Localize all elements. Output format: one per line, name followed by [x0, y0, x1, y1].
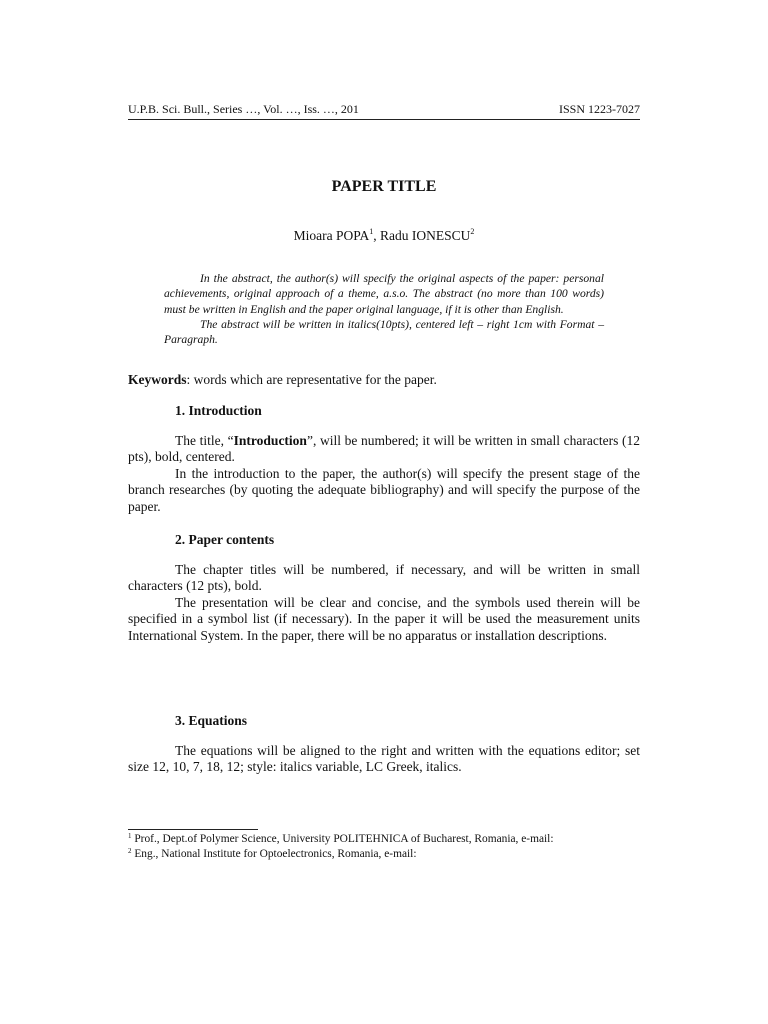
footnotes: [128, 832, 640, 861]
section-body: [128, 562, 640, 644]
author-name: Radu IONESCU: [380, 228, 471, 243]
keywords-line: [128, 371, 640, 388]
author-separator: ,: [373, 228, 380, 243]
section-body: [128, 743, 640, 776]
body-paragraph: [128, 433, 640, 466]
footnote: [128, 832, 640, 847]
body-paragraph: The chapter titles will be numbered, if necessary, and will be written in small characters (12 pts), bold.: [128, 562, 640, 594]
footnote-divider: [128, 829, 258, 830]
author-name: Mioara POPA: [293, 228, 370, 243]
footnote-ref: 2: [470, 227, 475, 236]
paper-title: PAPER TITLE: [331, 178, 437, 195]
section-heading: 2. Paper contents: [175, 532, 275, 547]
footnote-ref: 1: [369, 227, 374, 236]
bold-run: Introduction: [233, 433, 307, 448]
footnote-mark: 2: [128, 846, 132, 855]
author-line: [128, 227, 640, 244]
section-heading: 3. Equations: [175, 713, 248, 728]
issn-number: ISSN 1223-7027: [558, 102, 640, 116]
abstract-paragraph: In the abstract, the author(s) will specify the original aspects of the paper: personal achievements, original approach of a theme, a.s.o. The abstract (no more than 100 words) must be written in English and the paper original language, if it is other than English.: [164, 272, 604, 316]
body-paragraph: The equations will be aligned to the right and written with the equations editor; set size 12, 10, 7, 18, 12; style: italics variable, LC Greek, italics.: [128, 743, 640, 775]
body-paragraph: In the introduction to the paper, the author(s) will specify the present stage of the branch researches (by quoting the adequate bibliography) and will specify the purpose of the paper.: [128, 465, 640, 514]
abstract-paragraph: The abstract will be written in italics(10pts), centered left – right 1cm with Format – Paragraph.: [164, 317, 604, 347]
section-body: [128, 433, 640, 515]
keywords-label: Keywords: [128, 372, 187, 387]
footnote-mark: 1: [128, 832, 132, 840]
footnote-text: Eng., National Institute for Optoelectronics, Romania, e-mail:: [131, 847, 417, 860]
footnote-text: Prof., Dept.of Polymer Science, University POLITEHNICA of Bucharest, Romania, e-mail:: [131, 833, 554, 845]
journal-citation: U.P.B. Sci. Bull., Series …, Vol. …, Iss. …, 201: [128, 102, 359, 116]
text-run: The title, “: [175, 433, 234, 448]
header-divider: [128, 119, 640, 120]
keywords-text: : words which are representative for the paper.: [186, 372, 437, 387]
footnote: [128, 847, 640, 862]
section-heading: 1. Introduction: [175, 403, 262, 418]
text-run: ”, will be numbered; it will be written in small characters (12 pts), bold, centered.: [128, 433, 640, 465]
body-paragraph: The presentation will be clear and concise, and the symbols used therein will be specified in a symbol list (if necessary). In the paper it will be used the measurement units International System. In the paper, there will be no apparatus or installation descriptions.: [128, 594, 640, 643]
abstract: [164, 271, 604, 347]
running-header: [128, 102, 640, 117]
